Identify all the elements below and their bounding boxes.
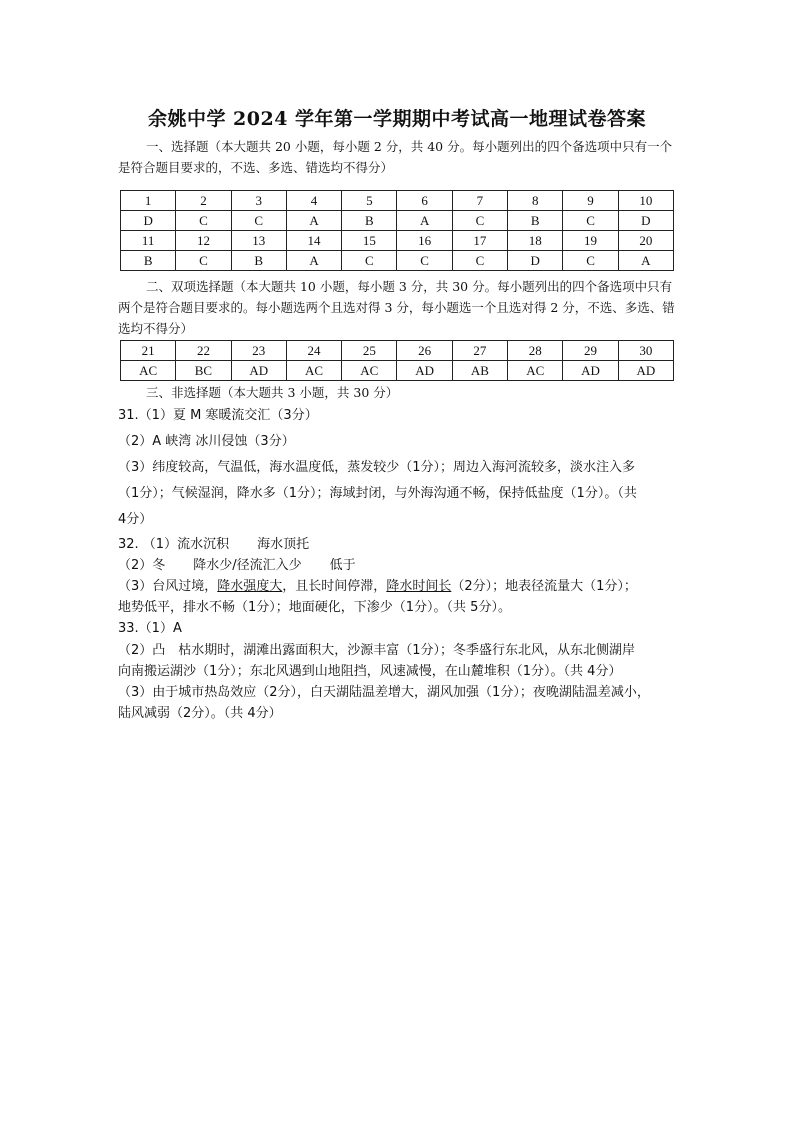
answer-cell: AC xyxy=(121,361,176,381)
answer-31-1: 31.（1）夏 M 寒暖流交汇（3分） xyxy=(118,408,318,423)
answer-cell: AC xyxy=(286,361,341,381)
answer-cell: C xyxy=(342,251,397,271)
document-title: 余姚中学 2024 学年第一学期期中考试高一地理试卷答案 xyxy=(147,108,647,130)
answer-32-3-line2: 地势低平，排水不畅（1分）；地面硬化，下渗少（1分）。（共 5分）。 xyxy=(118,600,511,615)
question-number-cell: 1 xyxy=(121,191,176,211)
answer-32-1 xyxy=(118,534,688,556)
question-number-cell: 15 xyxy=(342,231,397,251)
answer-cell: A xyxy=(286,251,341,271)
question-number-cell: 6 xyxy=(397,191,452,211)
answer-33-1: 33.（1）A xyxy=(118,621,182,636)
answer-32-2-part-a: （2）冬 xyxy=(118,558,166,573)
question-number-cell: 14 xyxy=(286,231,341,251)
answer-cell: C xyxy=(452,251,507,271)
answer-32-1-part-a: 32. （1）流水沉积 xyxy=(118,537,230,552)
question-number-cell: 25 xyxy=(342,341,397,361)
section-1-heading-text: 一、选择题（本大题共 20 小题，每小题 2 分，共 40 分。每小题列出的四个备选项中只有一个是符合题目要求的，不选、多选、错选均不得分） xyxy=(118,139,673,175)
question-number-cell: 9 xyxy=(563,191,618,211)
answer-cell: B xyxy=(121,251,176,271)
question-number-cell: 16 xyxy=(397,231,452,251)
answer-cell: C xyxy=(563,211,618,231)
answer-32-3-line1 xyxy=(118,576,688,598)
answer-cell: C xyxy=(176,251,231,271)
question-number-cell: 12 xyxy=(176,231,231,251)
answer-32-3-part-e: （2分）；地表径流量大（1分）； xyxy=(451,579,637,594)
table-1-row xyxy=(121,191,674,211)
table-2-row xyxy=(121,341,674,361)
question-number-cell: 19 xyxy=(563,231,618,251)
question-number-cell: 7 xyxy=(452,191,507,211)
answer-cell: AD xyxy=(563,361,618,381)
answer-cell: A xyxy=(618,251,673,271)
answer-cell: C xyxy=(231,211,286,231)
answer-33-2-line1: （2）凸 枯水期时，湖滩出露面积大，沙源丰富（1分）；冬季盛行东北风，从东北侧湖岸 xyxy=(118,643,636,658)
answer-cell: BC xyxy=(176,361,231,381)
answer-33-2-line2: 向南搬运湖沙（1分）；东北风遇到山地阻挡，风速减慢，在山麓堆积（1分）。（共 4分） xyxy=(118,664,622,679)
question-number-cell: 4 xyxy=(286,191,341,211)
question-number-cell: 21 xyxy=(121,341,176,361)
question-number-cell: 8 xyxy=(508,191,563,211)
question-number-cell: 3 xyxy=(231,191,286,211)
question-number-cell: 27 xyxy=(452,341,507,361)
question-number-cell: 23 xyxy=(231,341,286,361)
answer-31-2: （2）A 峡湾 冰川侵蚀（3分） xyxy=(118,434,295,449)
answer-cell: D xyxy=(618,211,673,231)
answer-32-2-part-c: 低于 xyxy=(329,558,356,573)
answer-cell: AC xyxy=(342,361,397,381)
answer-cell: C xyxy=(563,251,618,271)
answer-cell: AB xyxy=(452,361,507,381)
answer-cell: B xyxy=(508,211,563,231)
question-number-cell: 22 xyxy=(176,341,231,361)
section-1-heading xyxy=(118,136,678,178)
table-1-row xyxy=(121,231,674,251)
answer-cell: AD xyxy=(618,361,673,381)
answer-32-2 xyxy=(118,555,688,577)
question-number-cell: 18 xyxy=(508,231,563,251)
answer-32-3-part-a: （3）台风过境， xyxy=(118,579,218,594)
answer-31-3-line1: （3）纬度较高，气温低，海水温度低，蒸发较少（1分）；周边入海河流较多，淡水注入多 xyxy=(118,460,636,475)
answer-32-3-underlined-a: 降水强度大 xyxy=(217,579,283,594)
answer-cell: A xyxy=(286,211,341,231)
answer-cell: C xyxy=(176,211,231,231)
answer-32-2-part-b: 降水少/径流汇入少 xyxy=(193,558,302,573)
question-number-cell: 10 xyxy=(618,191,673,211)
answer-cell: AD xyxy=(231,361,286,381)
question-number-cell: 24 xyxy=(286,341,341,361)
table-1-row xyxy=(121,251,674,271)
answer-cell: B xyxy=(342,211,397,231)
answer-cell: D xyxy=(508,251,563,271)
answer-31-3-line2: （1分）；气候湿润，降水多（1分）；海域封闭，与外海沟通不畅，保持低盐度（1分）。（共 xyxy=(118,486,637,501)
answer-cell: AD xyxy=(397,361,452,381)
question-number-cell: 30 xyxy=(618,341,673,361)
question-number-cell: 29 xyxy=(563,341,618,361)
question-number-cell: 2 xyxy=(176,191,231,211)
answer-32-1-part-b: 海水顶托 xyxy=(257,537,310,552)
answer-cell: A xyxy=(397,211,452,231)
section-2-heading xyxy=(118,276,678,339)
answer-cell: C xyxy=(452,211,507,231)
answer-table-21-30 xyxy=(120,340,674,381)
question-number-cell: 11 xyxy=(121,231,176,251)
answer-33-3-line1: （3）由于城市热岛效应（2分），白天湖陆温差增大，湖风加强（1分）；夜晚湖陆温差减小， xyxy=(118,685,650,700)
question-number-cell: 20 xyxy=(618,231,673,251)
question-number-cell: 26 xyxy=(397,341,452,361)
answer-31-3-line3: 4分） xyxy=(118,512,153,527)
answer-cell: AC xyxy=(508,361,563,381)
answer-cell: D xyxy=(121,211,176,231)
answer-33-3-line2: 陆风减弱（2分）。（共 4分） xyxy=(118,706,282,721)
table-2-row xyxy=(121,361,674,381)
answer-32-3-underlined-b: 降水时间长 xyxy=(386,579,452,594)
table-1-row xyxy=(121,211,674,231)
answer-32-3-part-c: ，且长时间停滞， xyxy=(282,579,387,594)
question-number-cell: 17 xyxy=(452,231,507,251)
question-number-cell: 13 xyxy=(231,231,286,251)
answer-table-1-20 xyxy=(120,190,674,271)
answer-cell: C xyxy=(397,251,452,271)
section-3-heading: 三、非选择题（本大题共 3 小题，共 30 分） xyxy=(146,385,399,400)
answer-cell: B xyxy=(231,251,286,271)
question-number-cell: 5 xyxy=(342,191,397,211)
question-number-cell: 28 xyxy=(508,341,563,361)
section-2-heading-text: 二、双项选择题（本大题共 10 小题，每小题 3 分，共 30 分。每小题列出的四个备选项中只有两个是符合题目要求的。每小题选两个且选对得 3 分，每小题选一个且选对得 2 分，不选、多选、错选均不得分） xyxy=(118,279,675,336)
